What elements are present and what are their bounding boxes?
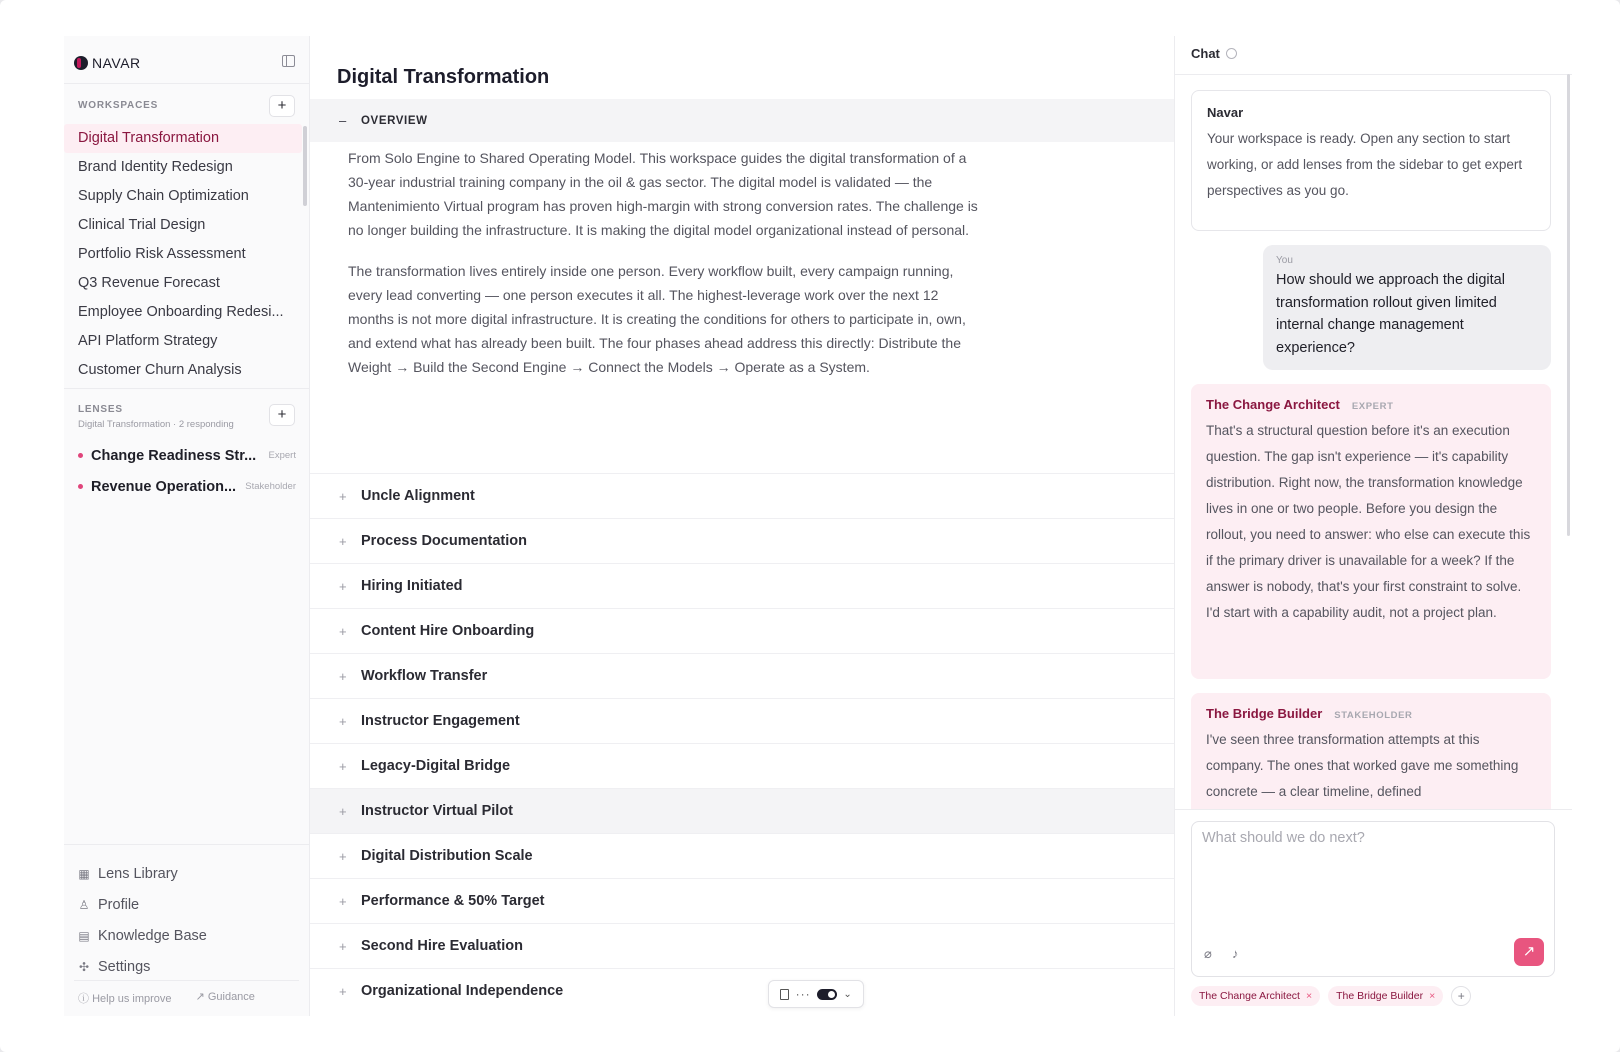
- send-button[interactable]: ↗: [1514, 938, 1544, 966]
- main-content: [310, 36, 1174, 1016]
- chat-title: Chat: [1191, 46, 1220, 61]
- lens-item[interactable]: [64, 471, 310, 502]
- section-title: Hiring Initiated: [361, 578, 463, 594]
- expand-icon: +: [339, 938, 347, 954]
- add-lens-chip-button[interactable]: +: [1451, 986, 1471, 1006]
- section-row[interactable]: [310, 608, 1174, 653]
- message-author: Navar: [1207, 105, 1244, 120]
- lens-item[interactable]: [64, 440, 310, 471]
- microphone-icon[interactable]: ♪: [1232, 946, 1239, 961]
- nav-label: Lens Library: [98, 865, 178, 882]
- expand-icon: +: [339, 803, 347, 819]
- lens-message: [1191, 384, 1551, 679]
- section-title: Instructor Virtual Pilot: [361, 803, 514, 819]
- system-message: [1191, 90, 1551, 231]
- workspace-scrollbar[interactable]: [303, 126, 307, 206]
- message-author: The Change Architect: [1206, 397, 1340, 412]
- message-body: Your workspace is ready. Open any section to start working, or add lenses from the sidebar to get expert perspectives as you go.: [1207, 131, 1523, 198]
- expand-icon: +: [339, 623, 347, 639]
- gear-icon: ✣: [78, 959, 90, 974]
- overview-label: OVERVIEW: [361, 114, 428, 127]
- section-row[interactable]: [310, 923, 1174, 968]
- workspace-item[interactable]: API Platform Strategy: [78, 333, 218, 349]
- overview-header[interactable]: [310, 99, 1174, 142]
- workspace-item[interactable]: Employee Onboarding Redesi...: [78, 304, 284, 320]
- workspace-item[interactable]: Q3 Revenue Forecast: [78, 275, 220, 291]
- section-row[interactable]: [310, 653, 1174, 698]
- lens-role: Expert: [268, 450, 296, 461]
- active-lens-chips: [1191, 986, 1471, 1006]
- section-title: Second Hire Evaluation: [361, 938, 523, 954]
- workspace-list: [64, 124, 302, 385]
- help-label: Help us improve: [92, 993, 172, 1005]
- section-title: Legacy-Digital Bridge: [361, 758, 511, 774]
- collapse-sidebar-icon[interactable]: [282, 55, 295, 67]
- lenses-label: LENSES: [78, 404, 123, 415]
- bottom-nav: [78, 858, 207, 982]
- section-title: Instructor Engagement: [361, 713, 520, 729]
- chat-scrollbar[interactable]: [1567, 74, 1570, 536]
- divider: [64, 83, 309, 84]
- section-row[interactable]: [310, 788, 1174, 833]
- section-title: Workflow Transfer: [361, 668, 488, 684]
- lens-role: Stakeholder: [245, 481, 296, 492]
- message-role-badge: EXPERT: [1351, 401, 1394, 412]
- logo-icon: [74, 56, 88, 70]
- chat-input[interactable]: [1202, 830, 1532, 846]
- message-role-badge: STAKEHOLDER: [1334, 710, 1413, 721]
- chip-label: The Change Architect: [1199, 990, 1300, 1002]
- paperclip-icon[interactable]: ⌀: [1204, 946, 1212, 961]
- message-author: The Bridge Builder: [1206, 706, 1323, 721]
- guidance-link[interactable]: [196, 990, 255, 1006]
- section-row[interactable]: [310, 743, 1174, 788]
- lens-chip[interactable]: [1191, 986, 1320, 1006]
- nav-knowledge-base[interactable]: [78, 920, 207, 951]
- help-link[interactable]: [78, 990, 172, 1006]
- close-icon[interactable]: ×: [1429, 990, 1436, 1002]
- lens-chip[interactable]: [1328, 986, 1443, 1006]
- overview-paragraph: The transformation lives entirely inside one person. Every workflow built, every campaign running, every lead converting — one person executes it all. The highest-leverage work over the next 12 months is not more digital infrastructure. It is creating the conditions for others to participate in, own, and extend what has already been built. The four phases ahead address this directly: Distribute the Weight → Build the Second Engine → Connect the Models → Operate as a System.: [348, 263, 966, 375]
- overview-paragraph: From Solo Engine to Shared Operating Model. This workspace guides the digital transformation of a 30-year industrial training company in the oil & gas sector. The digital model is validated — the Mantenimiento Virtual program has proven high-margin with strong conversion rates. The challenge is no longer building the infrastructure. It is making the digital model organizational instead of personal.: [348, 150, 978, 238]
- workspace-item[interactable]: Brand Identity Redesign: [78, 159, 233, 175]
- user-icon: ♙: [78, 897, 90, 912]
- expand-icon: +: [339, 533, 347, 549]
- workspace-item[interactable]: Customer Churn Analysis: [78, 362, 242, 378]
- user-message: [1263, 245, 1551, 370]
- brand-name: NAVAR: [92, 55, 141, 71]
- workspace-item[interactable]: Clinical Trial Design: [78, 217, 206, 233]
- nav-label: Profile: [98, 896, 140, 913]
- section-title: Process Documentation: [361, 533, 527, 549]
- section-title: Performance & 50% Target: [361, 893, 545, 909]
- workspace-item[interactable]: Portfolio Risk Assessment: [78, 246, 246, 262]
- section-title: Uncle Alignment: [361, 488, 475, 504]
- divider: [74, 980, 299, 981]
- section-row[interactable]: [310, 698, 1174, 743]
- expand-icon: +: [339, 893, 347, 909]
- section-row[interactable]: [310, 518, 1174, 563]
- mode-toggle[interactable]: [817, 989, 837, 1000]
- chat-panel: [1174, 36, 1572, 1016]
- grid-icon: ▦: [78, 866, 90, 881]
- message-body: I've seen three transformation attempts at this company. The ones that worked gave me something concrete — a clear timeline, defined: [1206, 732, 1519, 799]
- sidebar: [64, 36, 310, 1016]
- workspaces-label: WORKSPACES: [78, 100, 159, 111]
- lens-name: Change Readiness Str...: [91, 447, 257, 464]
- section-row[interactable]: [310, 833, 1174, 878]
- section-row[interactable]: [310, 968, 1174, 1013]
- sidebar-footer: [78, 990, 255, 1006]
- clock-icon[interactable]: [1226, 48, 1237, 59]
- book-icon: ▤: [78, 928, 90, 943]
- expand-icon: +: [339, 848, 347, 864]
- workspace-item[interactable]: Supply Chain Optimization: [78, 188, 249, 204]
- add-workspace-button[interactable]: +: [269, 95, 295, 117]
- divider: [64, 388, 309, 389]
- expand-icon: +: [339, 668, 347, 684]
- message-author: You: [1276, 255, 1293, 266]
- expand-icon: +: [339, 758, 347, 774]
- section-title: Digital Distribution Scale: [361, 848, 533, 864]
- section-title: Content Hire Onboarding: [361, 623, 535, 639]
- page-title: Digital Transformation: [337, 66, 550, 88]
- expand-icon: +: [339, 488, 347, 504]
- section-row[interactable]: [310, 563, 1174, 608]
- expand-icon: +: [339, 578, 347, 594]
- section-row[interactable]: [310, 878, 1174, 923]
- nav-label: Knowledge Base: [98, 927, 207, 944]
- external-link-icon: ↗: [195, 991, 208, 1003]
- chat-header: [1191, 46, 1237, 61]
- expand-icon: +: [339, 983, 347, 999]
- collapse-icon: –: [339, 113, 347, 128]
- divider: [64, 844, 309, 845]
- message-body: That's a structural question before it's an execution question. The gap isn't experience — it's capability distribution. Right now, the transformation knowledge lives in one or two people. Before you design the rollout, you need to answer: who else can execute this if the primary driver is unavailable for a week? If the answer is nobody, that's your first constraint to solve. I'd start with a capability audit, not a project plan.: [1206, 423, 1531, 620]
- nav-settings[interactable]: [78, 951, 207, 982]
- lens-status-dot: [78, 453, 83, 458]
- divider: [1175, 74, 1572, 75]
- guidance-label: Guidance: [207, 991, 255, 1003]
- more-icon[interactable]: ···: [795, 987, 811, 1001]
- lenses-subtitle: Digital Transformation · 2 responding: [78, 419, 234, 430]
- chevron-down-icon[interactable]: ⌄: [843, 988, 852, 1000]
- document-icon[interactable]: [780, 989, 789, 1000]
- lens-list: [64, 440, 310, 502]
- expand-icon: +: [339, 713, 347, 729]
- section-row[interactable]: [310, 473, 1174, 518]
- chip-label: The Bridge Builder: [1336, 990, 1424, 1002]
- workspace-item[interactable]: Digital Transformation: [64, 124, 302, 153]
- overview-body: [348, 146, 988, 396]
- section-title: Organizational Independence: [361, 983, 564, 999]
- brand[interactable]: [74, 52, 141, 74]
- section-list: [310, 473, 1174, 1013]
- floating-toolbar: [768, 980, 864, 1008]
- chat-composer: [1191, 821, 1555, 977]
- message-body: How should we approach the digital transformation rollout given limited internal change management experience?: [1276, 272, 1505, 356]
- nav-lens-library[interactable]: [78, 858, 207, 889]
- help-icon: ⓘ: [78, 993, 93, 1005]
- nav-profile[interactable]: [78, 889, 207, 920]
- nav-label: Settings: [98, 958, 151, 975]
- add-lens-button[interactable]: +: [269, 404, 295, 426]
- lens-name: Revenue Operation...: [91, 478, 237, 495]
- close-icon[interactable]: ×: [1305, 990, 1313, 1002]
- lens-status-dot: [78, 484, 83, 489]
